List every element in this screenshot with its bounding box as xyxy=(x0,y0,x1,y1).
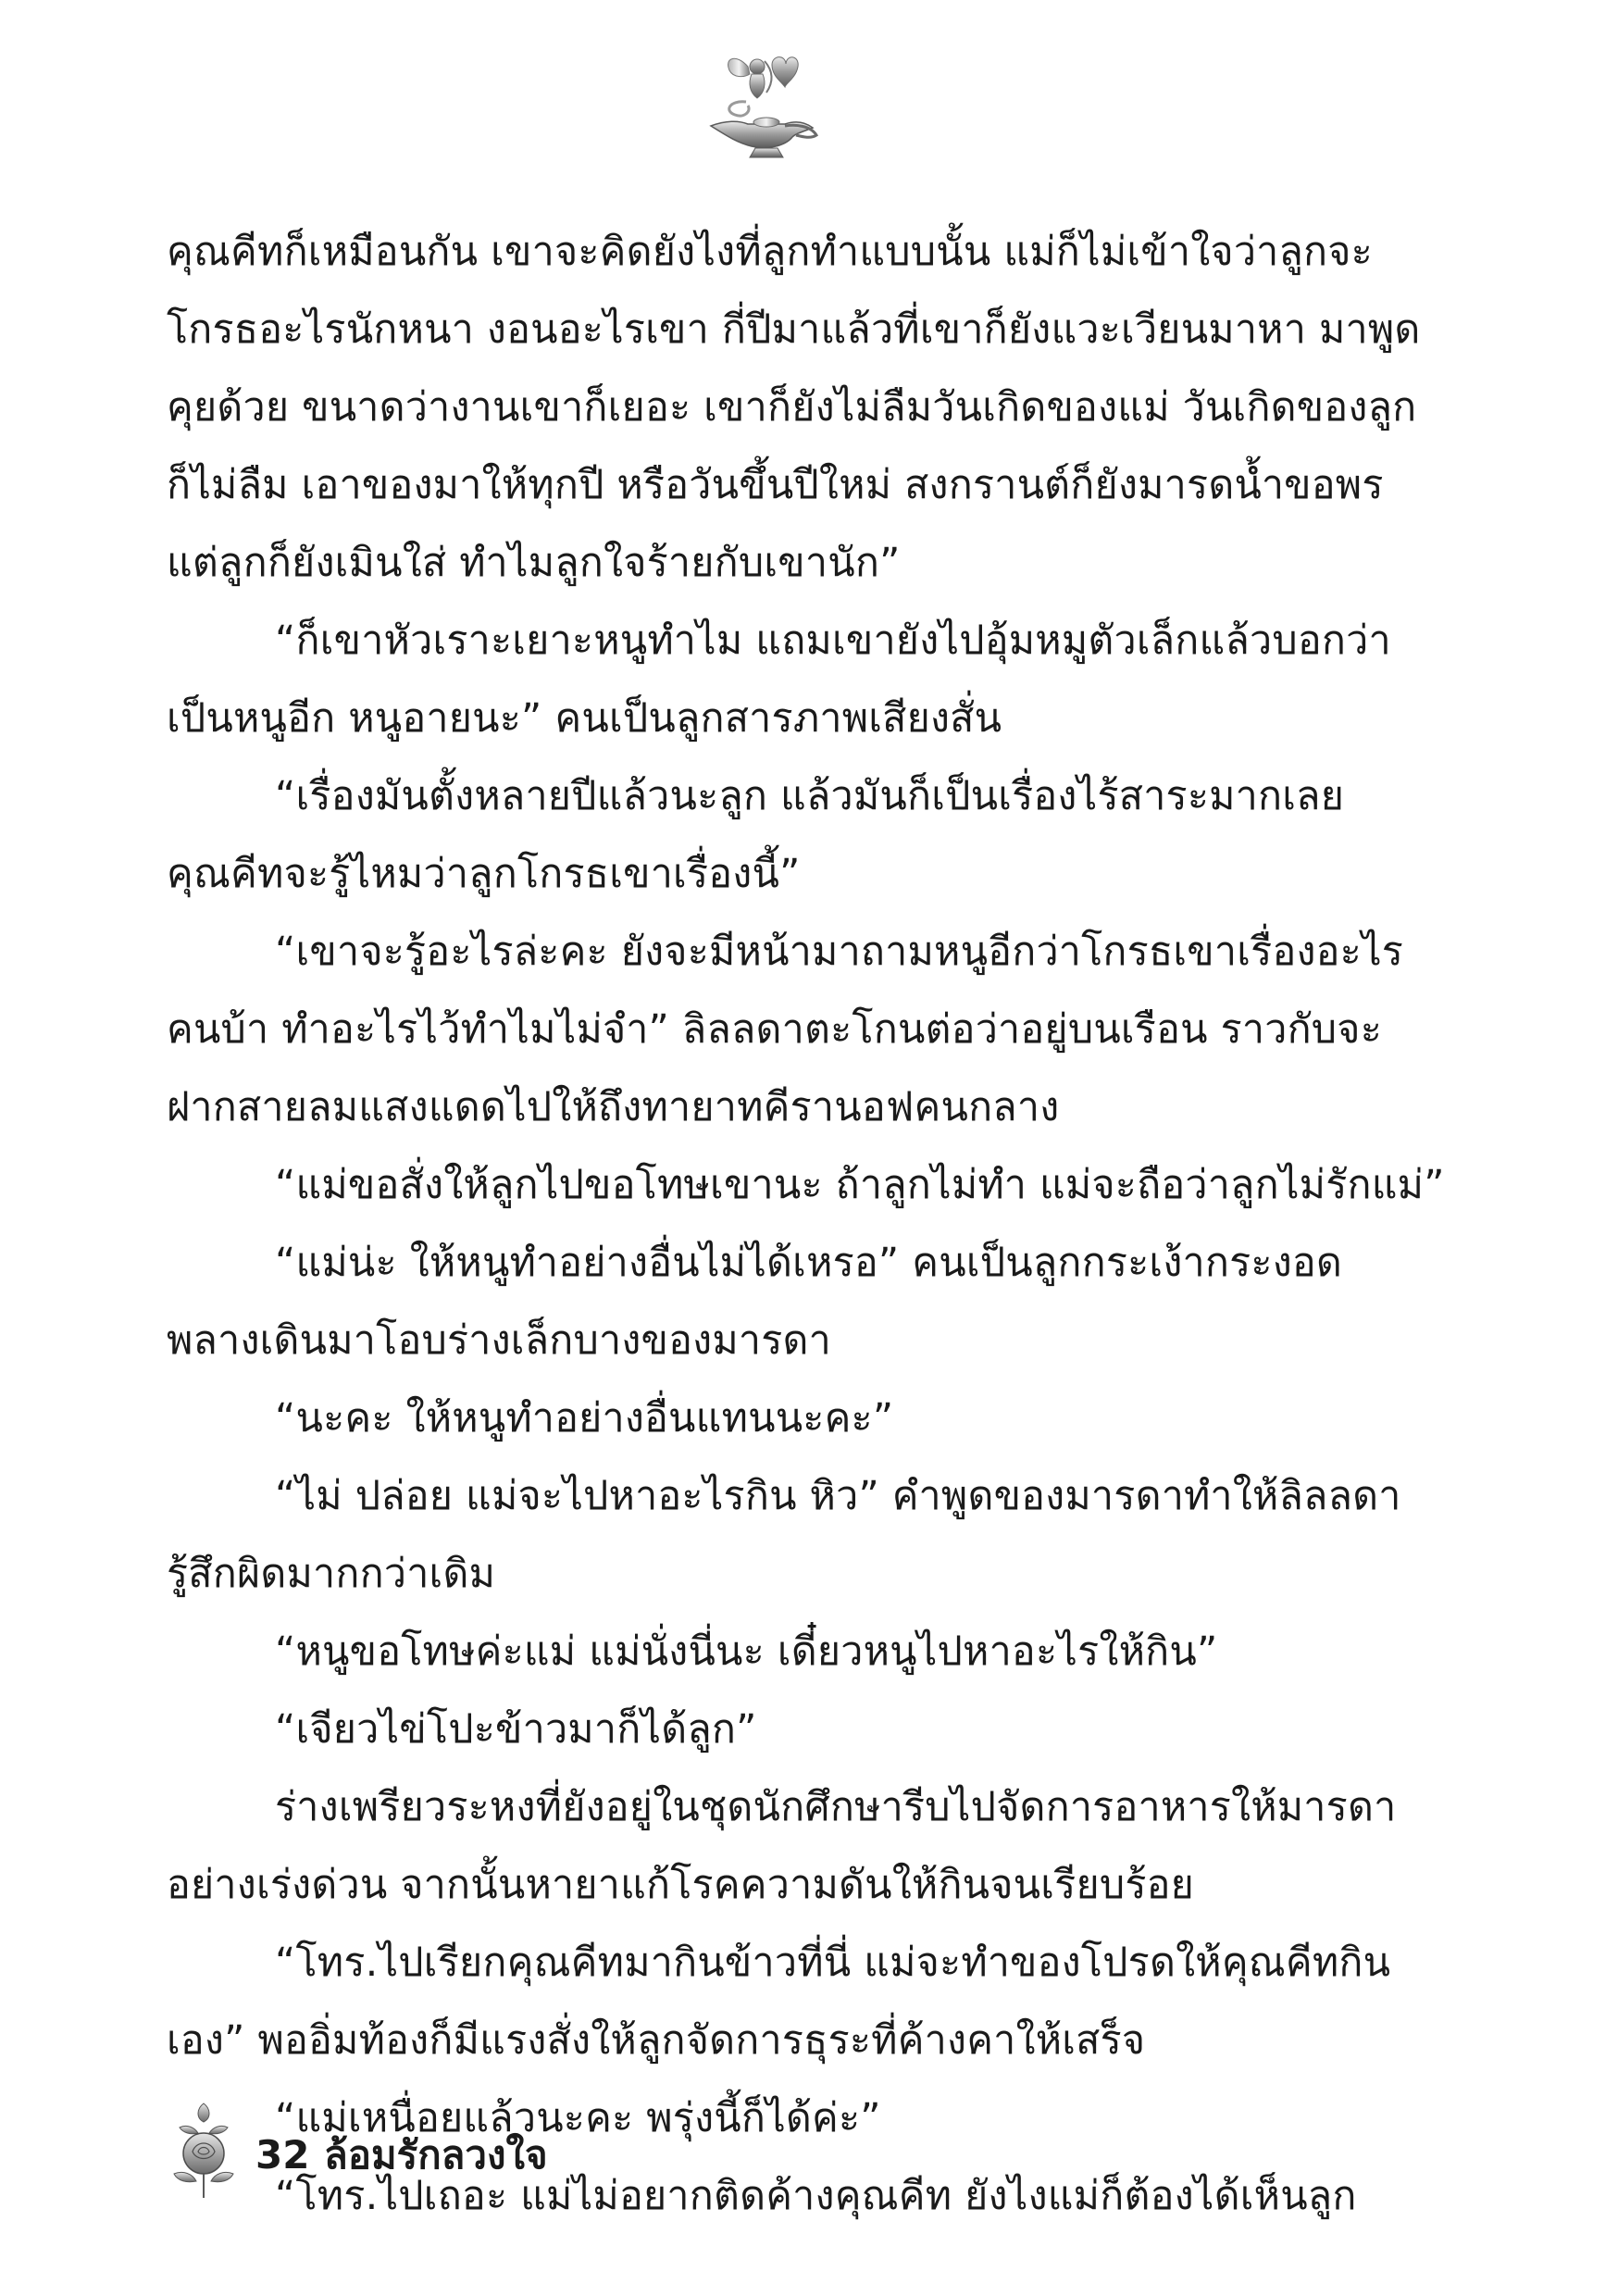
text-line: คุณคีทก็เหมือนกัน เขาจะคิดยังไงที่ลูกทำแบบนั้น แม่ก็ไม่เข้าใจว่าลูกจะ xyxy=(167,229,1373,275)
text-line: อย่างเร่งด่วน จากนั้นหายาแก้โรคความดันให้กินจนเรียบร้อย xyxy=(167,1862,1195,1908)
book-title: ล้อมรักลวงใจ xyxy=(324,2132,548,2177)
text-line: ร่างเพรียวระหงที่ยังอยู่ในชุดนักศึกษารีบไปจัดการอาหารให้มารดา xyxy=(275,1784,1397,1830)
text-line: “เรื่องมันตั้งหลายปีแล้วนะลูก แล้วมันก็เป็นเรื่องไร้สาระมากเลย xyxy=(275,773,1345,819)
body-text xyxy=(167,213,1445,2235)
text-line: โกรธอะไรนักหนา งอนอะไรเขา กี่ปีมาแล้วที่เขาก็ยังแวะเวียนมาหา มาพูด xyxy=(167,306,1421,353)
text-line: “หนูขอโทษค่ะแม่ แม่นั่งนี่นะ เดี๋ยวหนูไปหาอะไรให้กิน” xyxy=(275,1628,1218,1675)
page-footer xyxy=(167,2100,1000,2202)
rose-ornament-icon xyxy=(167,2100,241,2202)
page-number: 32 xyxy=(255,2132,310,2177)
text-line: “แม่ขอสั่งให้ลูกไปขอโทษเขานะ ถ้าลูกไม่ทำ แม่จะถือว่าลูกไม่รักแม่” xyxy=(275,1162,1445,1208)
text-line: “แม่น่ะ ให้หนูทำอย่างอื่นไม่ได้เหรอ” คนเป็นลูกกระเง้ากระงอด xyxy=(275,1240,1343,1286)
text-line: พลางเดินมาโอบร่างเล็กบางของมารดา xyxy=(167,1317,831,1364)
text-line: แต่ลูกก็ยังเมินใส่ ทำไมลูกใจร้ายกับเขานัก” xyxy=(167,540,901,586)
cupid-lamp-ornament-icon xyxy=(692,46,831,167)
text-line: “โทร.ไปเถอะ แม่ไม่อยากติดค้างคุณคีท ยังไงแม่ก็ต้องได้เห็นลูก xyxy=(275,2173,1357,2219)
text-line: “เขาจะรู้อะไรล่ะคะ ยังจะมีหน้ามาถามหนูอีกว่าโกรธเขาเรื่องอะไร xyxy=(275,929,1404,975)
text-line: “นะคะ ให้หนูทำอย่างอื่นแทนนะคะ” xyxy=(275,1395,894,1441)
text-line: คุยด้วย ขนาดว่างานเขาก็เยอะ เขาก็ยังไม่ลืมวันเกิดของแม่ วันเกิดของลูก xyxy=(167,384,1417,430)
text-line: รู้สึกผิดมากกว่าเดิม xyxy=(167,1551,496,1597)
text-line: “โทร.ไปเรียกคุณคีทมากินข้าวที่นี่ แม่จะทำของโปรดให้คุณคีทกิน xyxy=(275,1940,1391,1986)
text-line: เป็นหนูอีก หนูอายนะ” คนเป็นลูกสารภาพเสียงสั่น xyxy=(167,695,1002,742)
text-line: ก็ไม่ลืม เอาของมาให้ทุกปี หรือวันขึ้นปีใหม่ สงกรานต์ก็ยังมารดน้ำขอพร xyxy=(167,462,1384,508)
text-line: คนบ้า ทำอะไรไว้ทำไมไม่จำ” ลิลลดาตะโกนต่อว่าอยู่บนเรือน ราวกับจะ xyxy=(167,1006,1382,1053)
text-line: “เจียวไข่โปะข้าวมาก็ได้ลูก” xyxy=(275,1706,757,1753)
text-line: เอง” พออิ่มท้องก็มีแรงสั่งให้ลูกจัดการธุระที่ค้างคาให้เสร็จ xyxy=(167,2017,1146,2064)
text-line: “ไม่ ปล่อย แม่จะไปหาอะไรกิน หิว” คำพูดของมารดาทำให้ลิลลดา xyxy=(275,1473,1401,1519)
text-line: คุณคีทจะรู้ไหมว่าลูกโกรธเขาเรื่องนี้” xyxy=(167,851,801,897)
text-line: ฝากสายลมแสงแดดไปให้ถึงทายาทคีรานอฟคนกลาง xyxy=(167,1084,1060,1130)
text-line: “ก็เขาหัวเราะเยาะหนูทำไม แถมเขายังไปอุ้มหมูตัวเล็กแล้วบอกว่า xyxy=(275,618,1391,664)
text-line: “แม่เหนื่อยแล้วนะคะ พรุ่งนี้ก็ได้ค่ะ” xyxy=(275,2095,881,2141)
